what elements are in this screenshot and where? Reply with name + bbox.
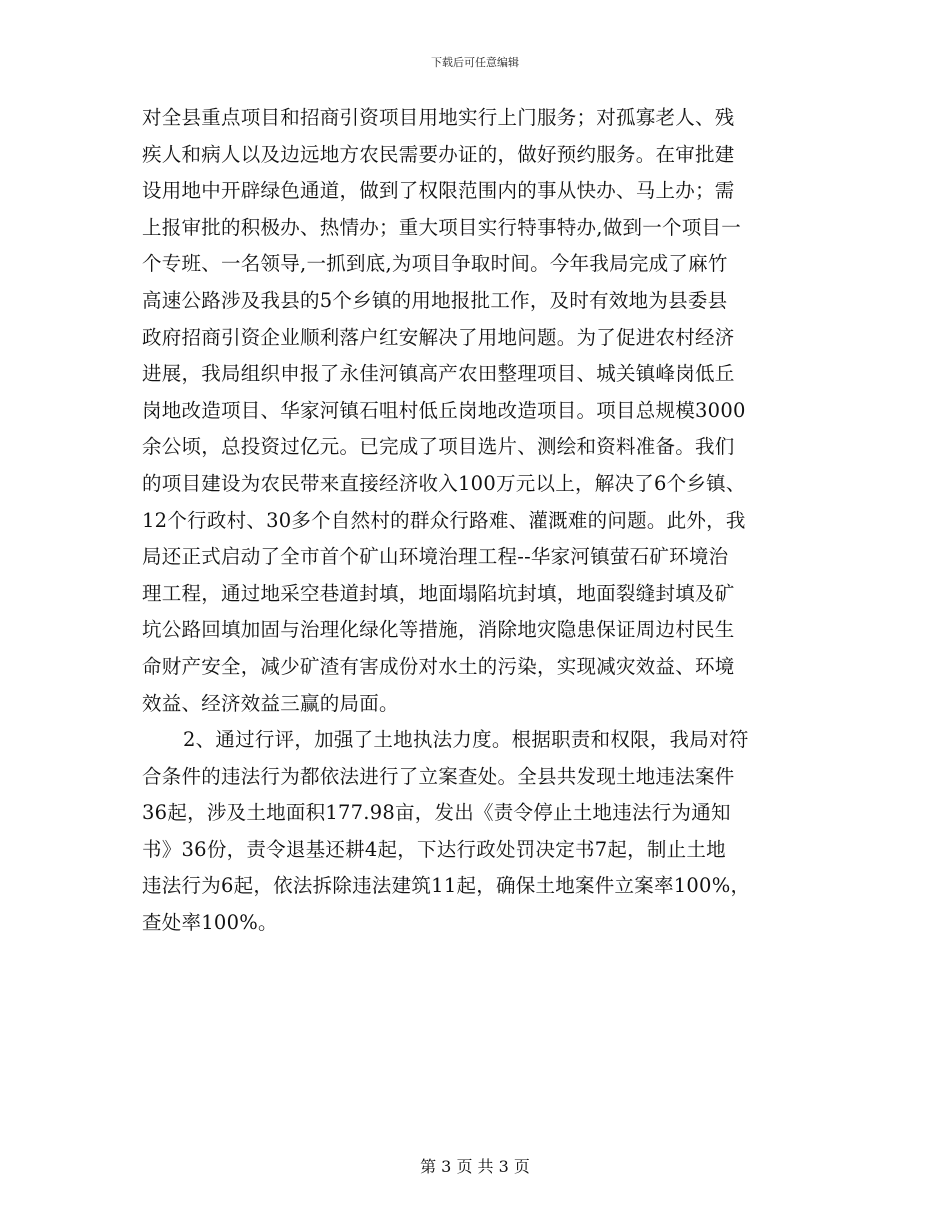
text-line: 个专班、一名领导,一抓到底,为项目争取时间。今年我局完成了麻竹 (142, 252, 728, 276)
text-line: 余公顷，总投资过亿元。已完成了项目选片、测绘和资料准备。我们 (142, 435, 735, 459)
text-line: 合条件的违法行为都依法进行了立案查处。全县共发现土地违法案件 (142, 764, 735, 788)
text-line: 政府招商引资企业顺利落户红安解决了用地问题。为了促进农村经济 (142, 325, 735, 349)
text-line: 查处率100%。 (142, 911, 278, 935)
text-line: 坑公路回填加固与治理化绿化等措施，消除地灾隐患保证周边村民生 (142, 618, 735, 642)
paragraph-first-line: 2、通过行评，加强了土地执法力度。根据职责和权限，我局对符 (183, 728, 749, 752)
text-line: 12个行政村、30多个自然村的群众行路难、灌溉难的问题。此外，我 (142, 508, 746, 532)
text-line: 理工程，通过地采空巷道封填，地面塌陷坑封填，地面裂缝封填及矿 (142, 581, 735, 605)
text-line: 对全县重点项目和招商引资项目用地实行上门服务；对孤寡老人、残 (142, 106, 735, 129)
text-line: 设用地中开辟绿色通道，做到了权限范围内的事从快办、马上办；需 (142, 179, 735, 203)
text-line: 的项目建设为农民带来直接经济收入100万元以上，解决了6个乡镇、 (142, 471, 746, 495)
text-line: 岗地改造项目、华家河镇石咀村低丘岗地改造项目。项目总规模3000 (142, 398, 746, 422)
text-line: 局还正式启动了全市首个矿山环境治理工程--华家河镇萤石矿环境治 (142, 545, 729, 569)
text-line: 36起，涉及土地面积177.98亩，发出《责令停止土地违法行为通知 (142, 801, 731, 825)
text-line: 违法行为6起，依法拆除违法建筑11起，确保土地案件立案率100%， (142, 874, 751, 898)
text-line: 效益、经济效益三赢的局面。 (142, 691, 399, 715)
text-line: 疾人和病人以及边远地方农民需要办证的，做好预约服务。在审批建 (142, 142, 735, 166)
text-line: 高速公路涉及我县的5个乡镇的用地报批工作，及时有效地为县委县 (142, 288, 728, 312)
page-header: 下载后可任意编辑 (431, 56, 519, 69)
text-line: 进展，我局组织申报了永佳河镇高产农田整理项目、城关镇峰岗低丘 (142, 362, 735, 386)
text-line: 书》36份，责令退基还耕4起，下达行政处罚决定书7起，制止土地 (142, 837, 726, 861)
text-line: 命财产安全，减少矿渣有害成份对水土的污染，实现减灾效益、环境 (142, 654, 735, 678)
text-line: 上报审批的积极办、热情办；重大项目实行特事特办,做到一个项目一 (142, 215, 741, 239)
body-text (142, 100, 814, 942)
page-number-footer: 第 3 页 共 3 页 (420, 1157, 530, 1176)
